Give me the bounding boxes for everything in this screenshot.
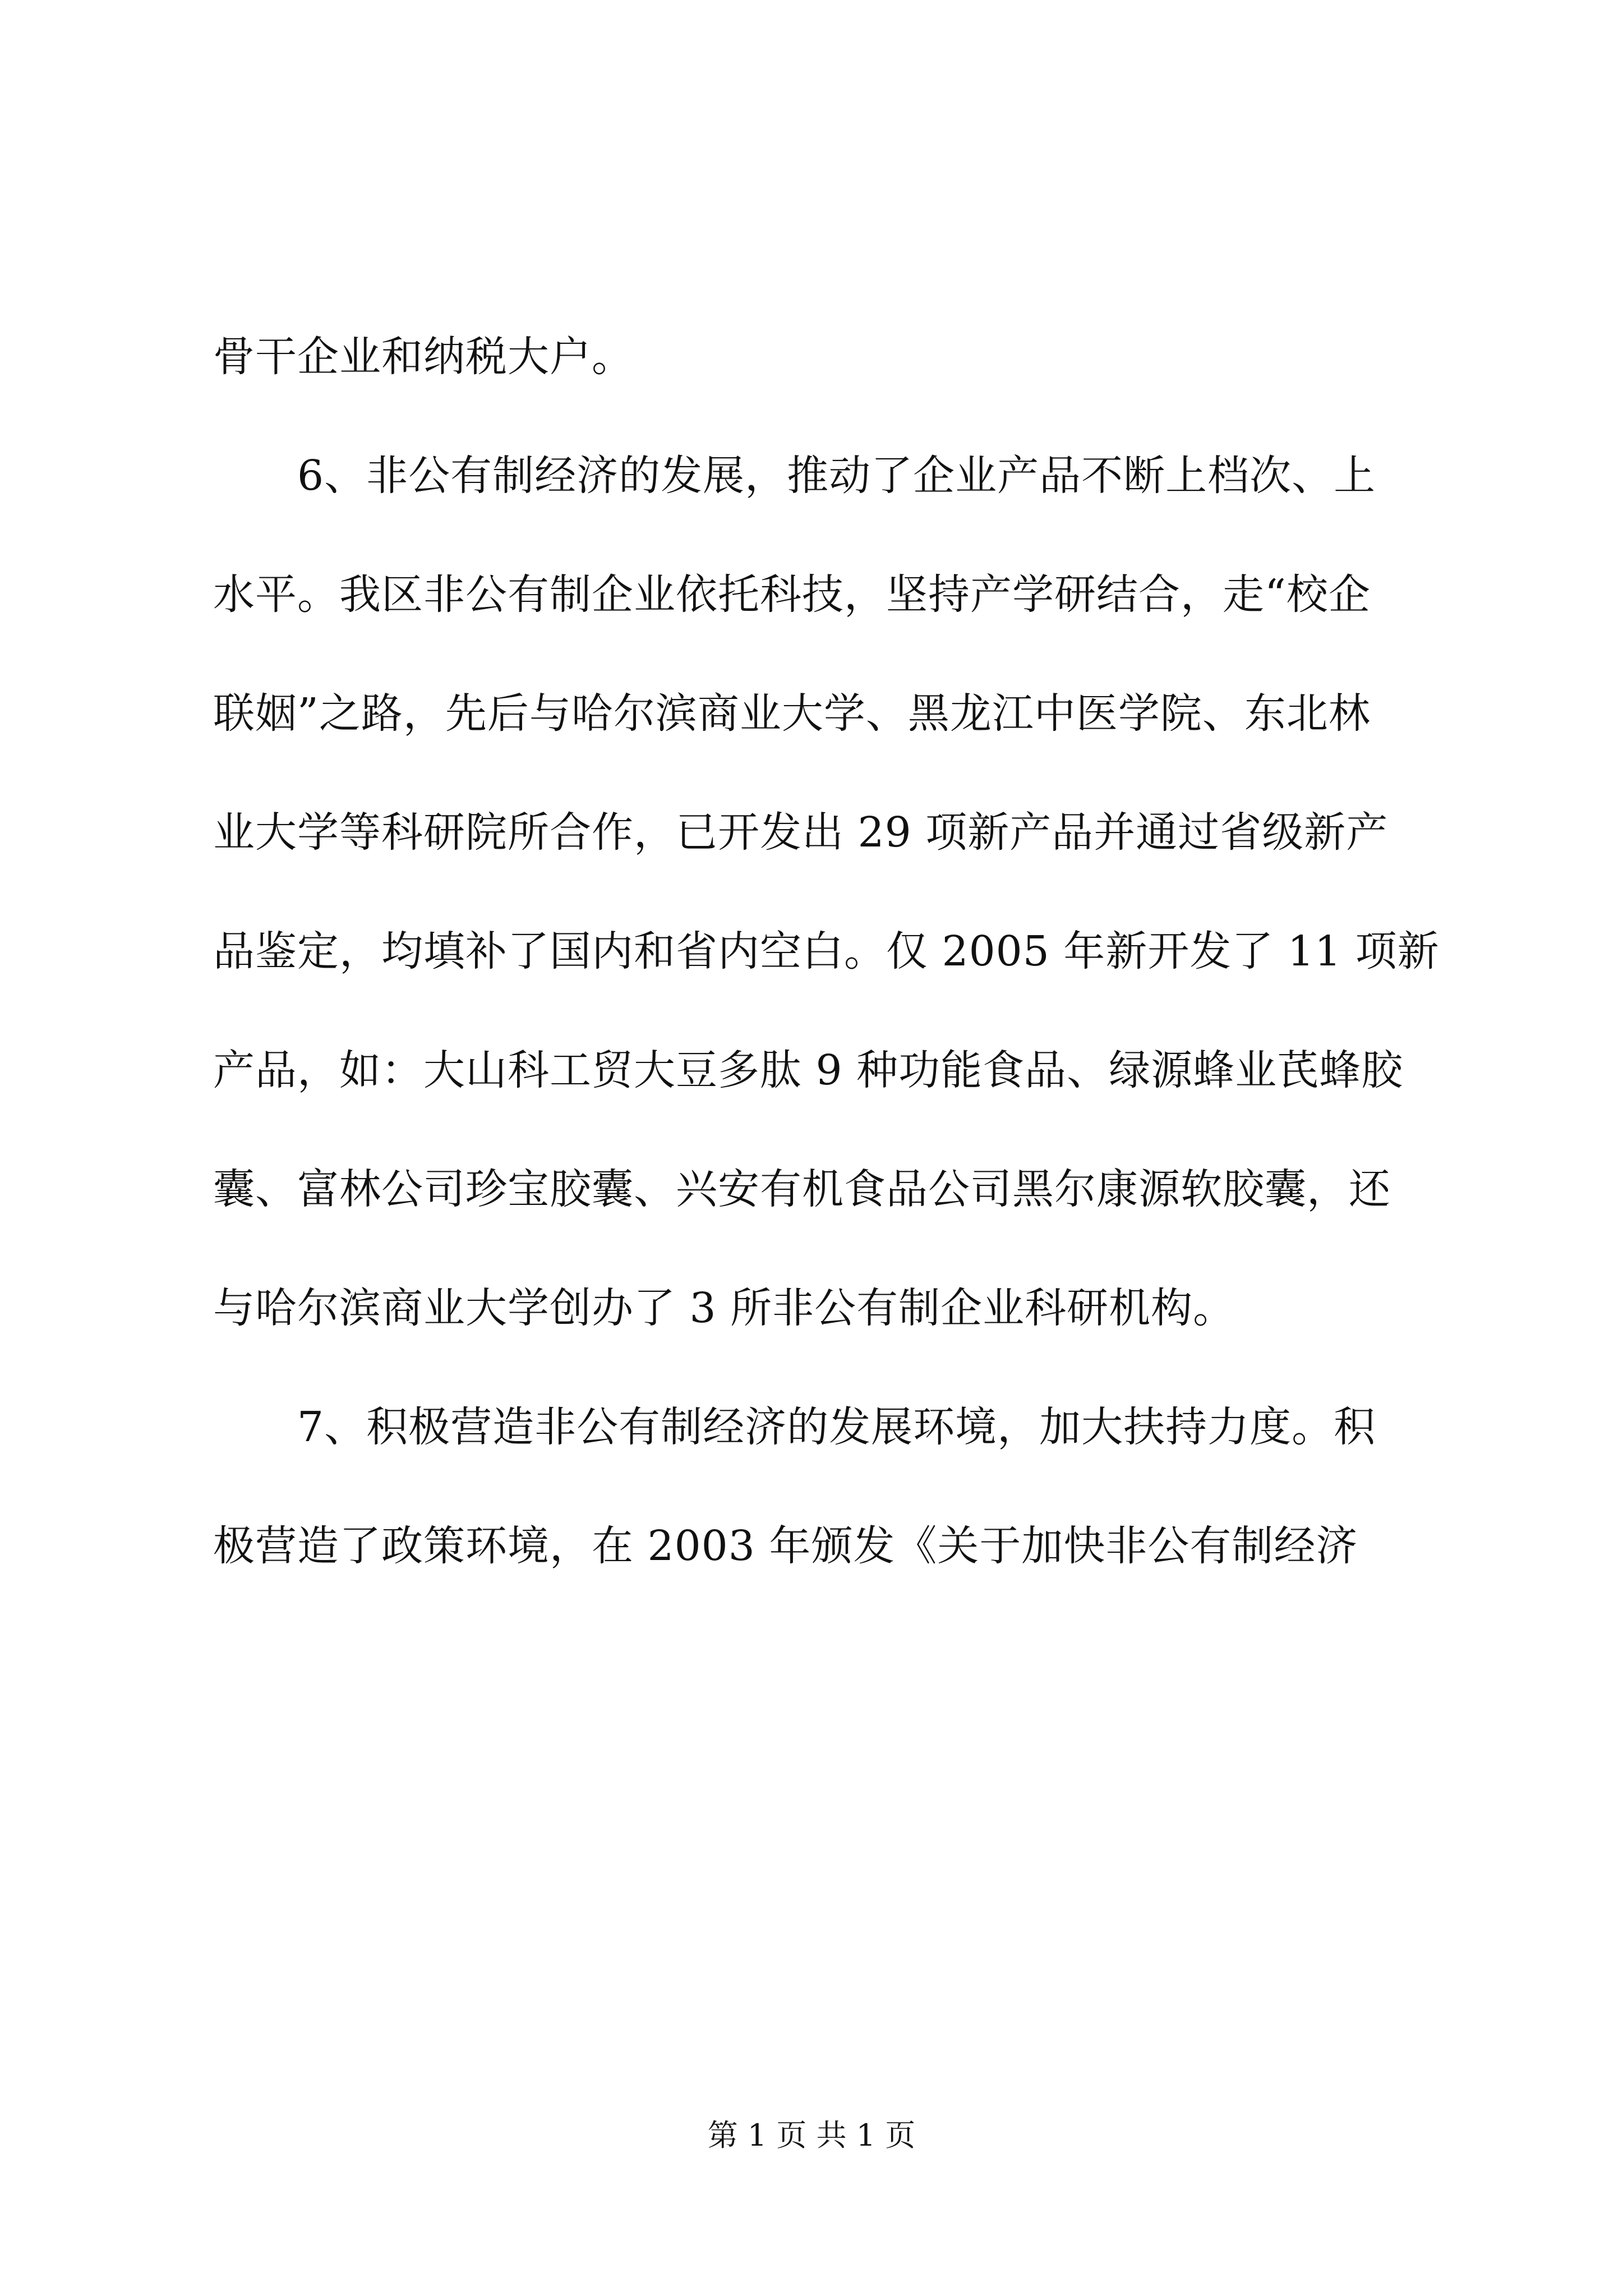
text-line-9: 与哈尔滨商业大学创办了 3 所非公有制企业科研机构。: [213, 1284, 1235, 1332]
text-line-4: 联姻”之路，先后与哈尔滨商业大学、黑龙江中医学院、东北林: [213, 689, 1371, 738]
text-line-5: 业大学等科研院所合作，已开发出 29 项新产品并通过省级新产: [213, 808, 1389, 857]
page-footer: [0, 2116, 1623, 2155]
text-line-7: 产品，如：大山科工贸大豆多肽 9 种功能食品、绿源蜂业芪蜂胶: [213, 1046, 1404, 1094]
text-line-1: 骨干企业和纳税大户。: [213, 333, 634, 381]
text-line-6: 品鉴定，均填补了国内和省内空白。仅 2005 年新开发了 11 项新: [213, 927, 1440, 976]
page-number: 第 1 页 共 1 页: [707, 2118, 916, 2153]
body-text: [213, 297, 1440, 1605]
text-line-11: 极营造了政策环境，在 2003 年颁发《关于加快非公有制经济: [213, 1522, 1358, 1570]
text-line-3: 水平。我区非公有制企业依托科技，坚持产学研结合，走“校企: [213, 570, 1371, 619]
text-line-10: 7、积极营造非公有制经济的发展环境，加大扶持力度。积: [213, 1403, 1376, 1451]
text-line-2: 6、非公有制经济的发展，推动了企业产品不断上档次、上: [213, 452, 1376, 500]
text-line-8: 囊、富林公司珍宝胶囊、兴安有机食品公司黑尔康源软胶囊，还: [213, 1165, 1391, 1213]
